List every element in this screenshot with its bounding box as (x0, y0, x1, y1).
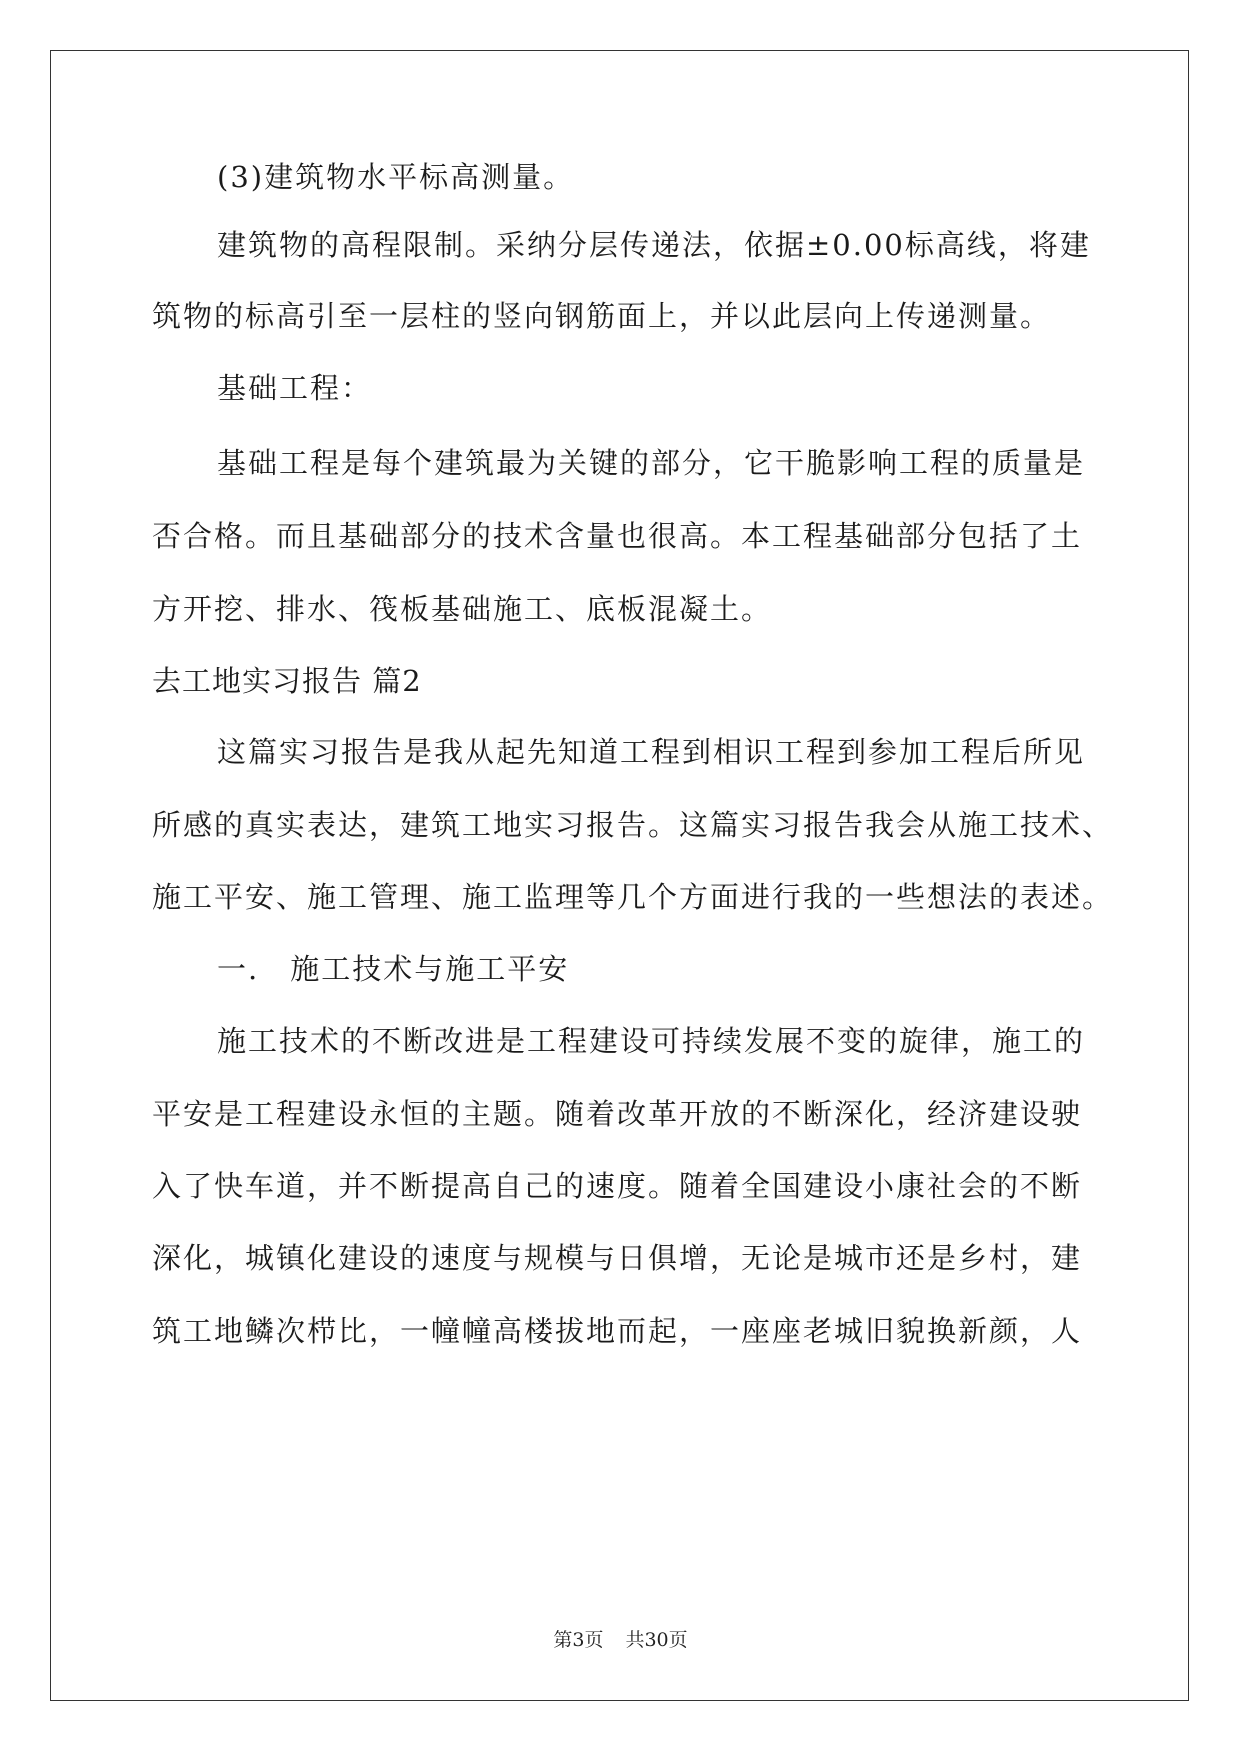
page-footer (0, 1628, 1241, 1652)
paragraph-line: 所感的真实表达，建筑工地实习报告。这篇实习报告我会从施工技术、 (152, 808, 1114, 842)
paragraph-line: (3)建筑物水平标高测量。 (217, 160, 575, 194)
page-total: 共30页 (625, 1629, 688, 1651)
paragraph-line: 施工技术的不断改进是工程建设可持续发展不变的旋律，施工的 (217, 1024, 1086, 1058)
paragraph-line: 施工平安、施工管理、施工监理等几个方面进行我的一些想法的表述。 (152, 880, 1114, 914)
paragraph-line: 筑工地鳞次栉比，一幢幢高楼拔地而起，一座座老城旧貌换新颜，人 (152, 1314, 1083, 1348)
subsection-heading: 一. 施工技术与施工平安 (217, 952, 570, 986)
paragraph-line: 基础工程是每个建筑最为关键的部分，它干脆影响工程的质量是 (217, 446, 1086, 480)
section-heading: 去工地实习报告 篇2 (152, 664, 422, 698)
page-number: 第3页 (553, 1629, 604, 1651)
paragraph-line: 这篇实习报告是我从起先知道工程到相识工程到参加工程后所见 (217, 735, 1086, 769)
paragraph-line: 平安是工程建设永恒的主题。随着改革开放的不断深化，经济建设驶 (152, 1097, 1083, 1131)
paragraph-line: 方开挖、排水、筏板基础施工、底板混凝土。 (152, 592, 773, 626)
section-label: 基础工程： (217, 371, 373, 405)
paragraph-line: 建筑物的高程限制。采纳分层传递法，依据±0.00标高线，将建 (217, 228, 1091, 262)
paragraph-line: 入了快车道，并不断提高自己的速度。随着全国建设小康社会的不断 (152, 1169, 1083, 1203)
paragraph-line: 否合格。而且基础部分的技术含量也很高。本工程基础部分包括了土 (152, 519, 1083, 553)
paragraph-line: 筑物的标高引至一层柱的竖向钢筋面上，并以此层向上传递测量。 (152, 299, 1052, 333)
paragraph-line: 深化，城镇化建设的速度与规模与日俱增，无论是城市还是乡村，建 (152, 1241, 1083, 1275)
